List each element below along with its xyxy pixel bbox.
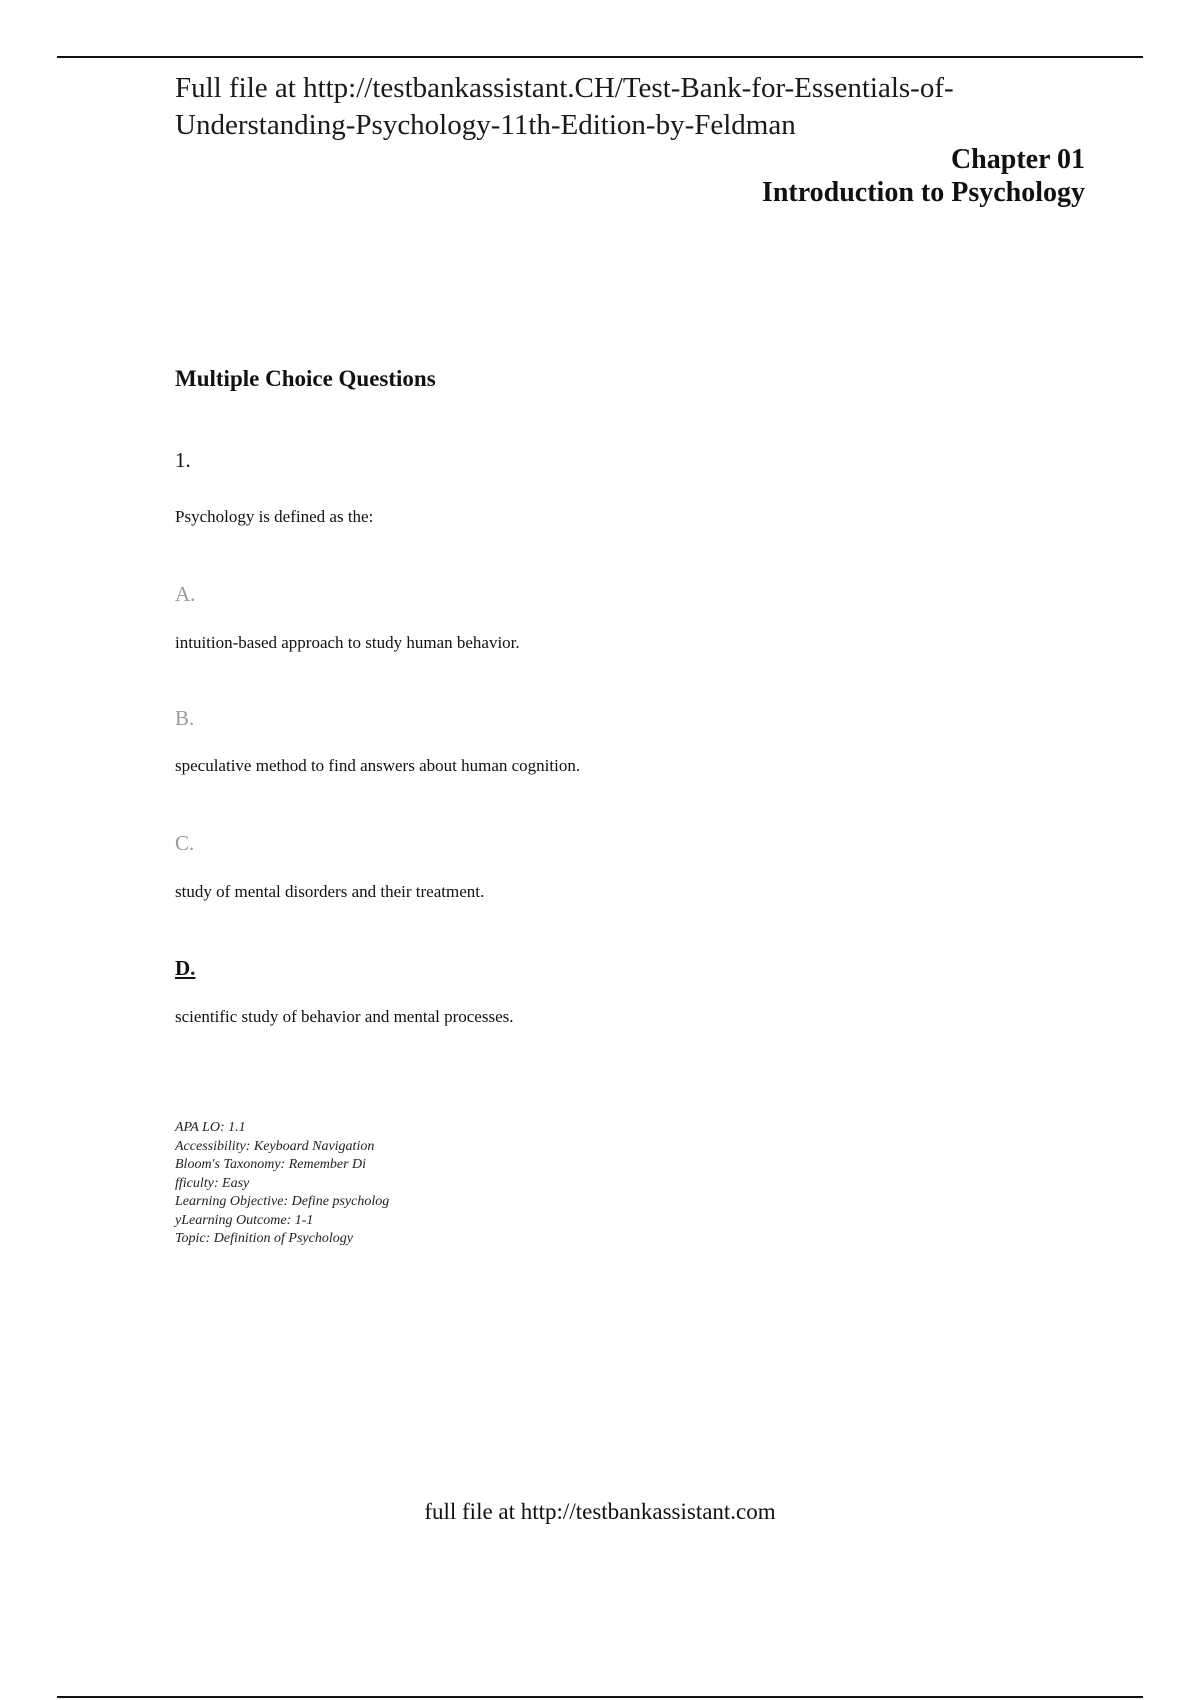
bottom-rule — [57, 1696, 1143, 1698]
top-rule — [57, 56, 1143, 58]
choice-c-letter: C. — [175, 831, 195, 855]
choice-a-letter: A. — [175, 582, 196, 606]
choice-b-text: speculative method to find answers about human cognition. — [175, 756, 581, 775]
question-metadata: APA LO: 1.1 Accessibility: Keyboard Navigation Bloom's Taxonomy: Remember Di fficulty: Easy Learning Objective: Define psycholog yLearning Outcome: 1-1 Topic: Definition of Psychology — [175, 1120, 390, 1246]
chapter-number: Chapter 01 — [950, 144, 1085, 175]
chapter-title: Introduction to Psychology — [761, 177, 1085, 208]
question-text: Psychology is defined as the: — [175, 507, 374, 526]
choice-d-text: scientific study of behavior and mental processes. — [175, 1007, 514, 1026]
choice-d-letter-correct-answer: D. — [175, 956, 196, 980]
section-title: Multiple Choice Questions — [175, 366, 436, 391]
choice-b-letter: B. — [175, 706, 195, 730]
question-number: 1. — [175, 448, 191, 472]
choice-c-text: study of mental disorders and their treatment. — [175, 882, 485, 901]
footer-text: full file at http://testbankassistant.com — [424, 1499, 776, 1524]
source-url-line: Full file at http://testbankassistant.CH/Test-Bank-for-Essentials-of-Understanding-Psychology-11th-Edition-by-Feldman — [175, 72, 954, 141]
choice-a-text: intuition-based approach to study human behavior. — [175, 633, 520, 652]
chapter-heading — [762, 143, 1085, 209]
